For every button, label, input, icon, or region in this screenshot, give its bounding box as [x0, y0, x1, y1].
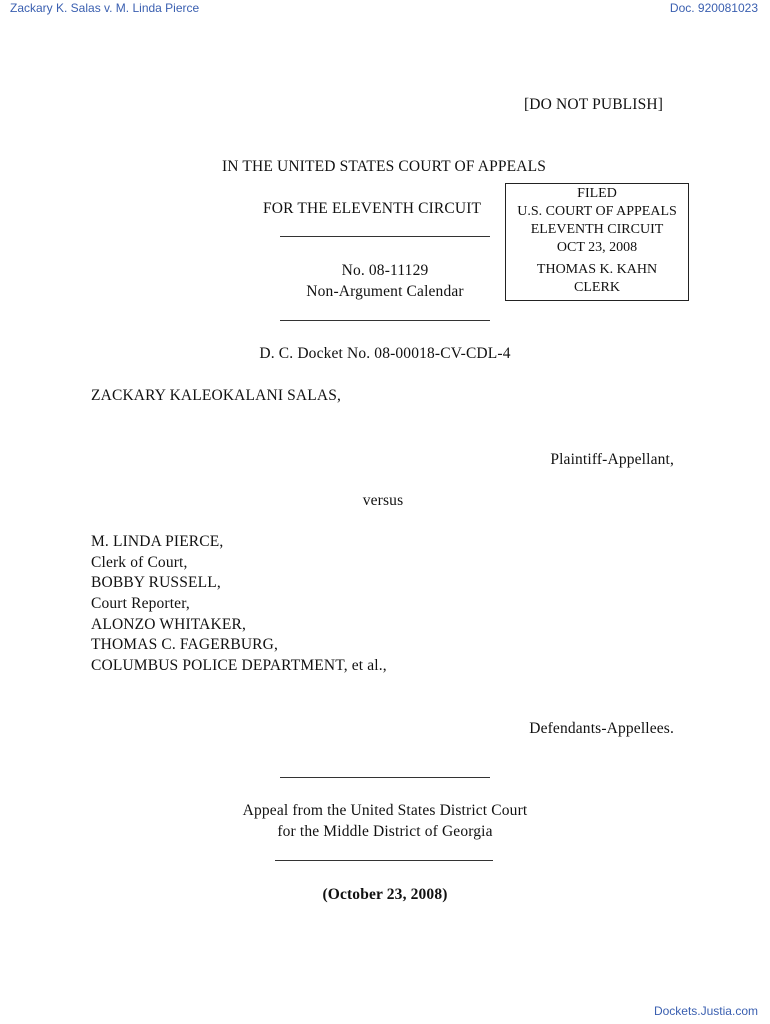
appeal-origin: Appeal from the United States District Court [242, 802, 528, 819]
defendant-line: ALONZO WHITAKER, [91, 615, 246, 633]
versus-label: versus [362, 492, 404, 509]
circuit-name: FOR THE ELEVENTH CIRCUIT [263, 200, 482, 217]
source-link[interactable]: Dockets.Justia.com [653, 1004, 758, 1018]
divider-rule [280, 320, 490, 321]
defendant-line: THOMAS C. FAGERBURG, [91, 636, 279, 653]
divider-rule [275, 860, 493, 861]
defendant-role: Defendants-Appellees. [529, 720, 674, 737]
filed-stamp-line: CLERK [574, 280, 620, 295]
filed-stamp-line: ELEVENTH CIRCUIT [530, 222, 664, 237]
defendant-line: COLUMBUS POLICE DEPARTMENT, et al., [91, 657, 387, 674]
calendar-type: Non-Argument Calendar [306, 283, 464, 300]
defendant-line: M. LINDA PIERCE, [91, 533, 224, 550]
filed-stamp-line: U.S. COURT OF APPEALS [517, 204, 677, 219]
filed-stamp-line: FILED [577, 186, 617, 201]
divider-rule [280, 236, 490, 237]
publish-notice: [DO NOT PUBLISH] [524, 96, 664, 113]
divider-rule [280, 777, 490, 778]
plaintiff-name: ZACKARY KALEOKALANI SALAS, [91, 387, 342, 404]
filed-stamp [505, 183, 689, 301]
doc-number-link[interactable]: Doc. 920081023 [669, 1, 758, 15]
defendant-line: BOBBY RUSSELL, [91, 574, 221, 591]
appeal-district: for the Middle District of Georgia [277, 823, 493, 840]
plaintiff-role: Plaintiff-Appellant, [550, 451, 674, 468]
case-number: No. 08-11129 [341, 262, 429, 279]
defendant-line: Clerk of Court, [91, 553, 188, 571]
district-docket: D. C. Docket No. 08-00018-CV-CDL-4 [259, 345, 511, 362]
decision-date: (October 23, 2008) [322, 886, 448, 903]
court-name: IN THE UNITED STATES COURT OF APPEALS [221, 158, 547, 175]
filed-stamp-line: THOMAS K. KAHN [536, 262, 658, 277]
filed-stamp-line: OCT 23, 2008 [556, 240, 638, 255]
case-title-link[interactable]: Zackary K. Salas v. M. Linda Pierce [10, 1, 200, 15]
defendant-line: Court Reporter, [91, 595, 190, 612]
